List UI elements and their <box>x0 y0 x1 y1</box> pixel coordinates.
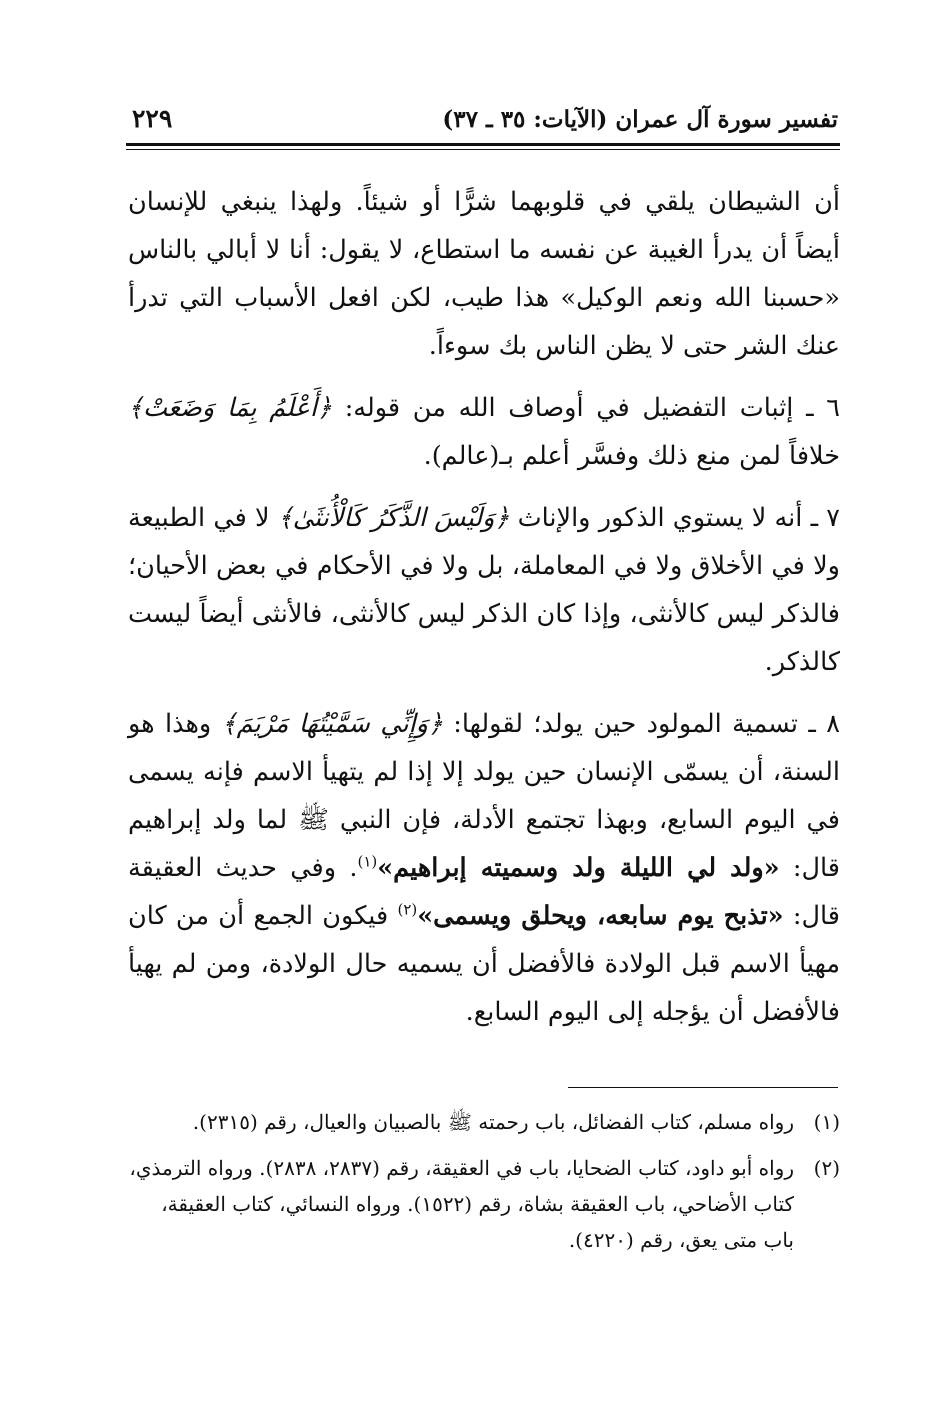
quran-verse: ﴿وَلَيْسَ الذَّكَرُ كَالْأُنثَىٰ﴾ <box>277 503 510 533</box>
paragraph-text: خلافاً لمن منع ذلك وفسَّر أعلم بـ(عالم). <box>423 441 840 471</box>
footnote-ref[interactable]: (٢) <box>397 900 418 919</box>
footnote-item <box>128 1104 840 1140</box>
quran-verse: ﴿أَعْلَمُ بِمَا وَضَعَتْ﴾ <box>128 393 332 423</box>
footnote-number: (٢) <box>813 1156 840 1180</box>
header-rule-thin <box>126 149 840 150</box>
main-text <box>128 178 840 1050</box>
footnote-text: رواه أبو داود، كتاب الضحايا، باب في العقيقة، رقم (٢٨٣٧، ٢٨٣٨). ورواه الترمذي، كتاب الأضاحي، باب العقيقة بشاة، رقم (١٥٢٢). ورواه النسائي، كتاب العقيقة، باب متى يعق، رقم (٤٢٢٠). <box>129 1156 794 1252</box>
paragraph-text: لا في الطبيعة ولا في الأخلاق ولا في المعاملة، بل ولا في الأحكام في بعض الأحيان؛ فالذكر ليس كالأنثى، وإذا كان الذكر ليس كالأنثى، فالأنثى أيضاً ليست كالذكر. <box>128 503 840 677</box>
footnote-number: (١) <box>813 1110 840 1134</box>
footnote-item <box>128 1150 840 1258</box>
footnote-text: رواه مسلم، كتاب الفضائل، باب رحمته ﷺ بالصبيان والعيال، رقم (٢٣١٥). <box>192 1110 794 1134</box>
hadith-quote: «تذبح يوم سابعه، ويحلق ويسمى» <box>417 901 784 931</box>
paragraph-4 <box>128 700 840 1036</box>
quran-verse: ﴿وَإِنِّي سَمَّيْتُهَا مَرْيَمَ﴾ <box>221 709 443 739</box>
running-header <box>128 100 838 140</box>
paragraph-text: . وفي حديث العقيقة قال: <box>128 853 840 931</box>
paragraph-text: وهذا هو السنة، أن يسمّى الإنسان حين يولد إلا إذا لم يتهيأ الاسم فإنه يسمى في اليوم السابع، وبهذا تجتمع الأدلة، فإن النبي ﷺ لما ولد إبراهيم قال: <box>128 709 840 883</box>
hadith-quote: «ولد لي الليلة ولد وسميته إبراهيم» <box>377 853 780 883</box>
footnote-ref[interactable]: (١) <box>357 852 378 871</box>
paragraph-text: ٨ ـ تسمية المولود حين يولد؛ لقولها: <box>442 709 840 739</box>
footnotes <box>128 1104 840 1268</box>
page-number: ٢٢٩ <box>132 104 173 133</box>
paragraph-text: أن الشيطان يلقي في قلوبهما شرًّا أو شيئاً. ولهذا ينبغي للإنسان أيضاً أن يدرأ الغيبة عن نفسه ما استطاع، لا يقول: أنا لا أبالي بالناس «حسبنا الله ونعم الوكيل» هذا طيب، لكن افعل الأسباب التي تدرأ عنك الشر حتى لا يظن الناس بك سوءاً. <box>128 187 840 361</box>
paragraph-text: ٦ ـ إثبات التفضيل في أوصاف الله من قوله: <box>331 393 840 423</box>
paragraph-3 <box>128 494 840 686</box>
paragraph-text: ٧ ـ أنه لا يستوي الذكور والإناث <box>509 503 840 533</box>
paragraph-1 <box>128 178 840 370</box>
header-rule-thick <box>126 143 840 146</box>
footnote-separator <box>568 1087 838 1088</box>
header-title: تفسير سورة آل عمران (الآيات: ٣٥ ـ ٣٧) <box>442 106 838 133</box>
paragraph-text: فيكون الجمع أن من كان مهيأ الاسم قبل الولادة فالأفضل أن يسميه حال الولادة، ومن لم يهيأ فالأفضل أن يؤجله إلى اليوم السابع. <box>128 901 840 1027</box>
paragraph-2 <box>128 384 840 480</box>
